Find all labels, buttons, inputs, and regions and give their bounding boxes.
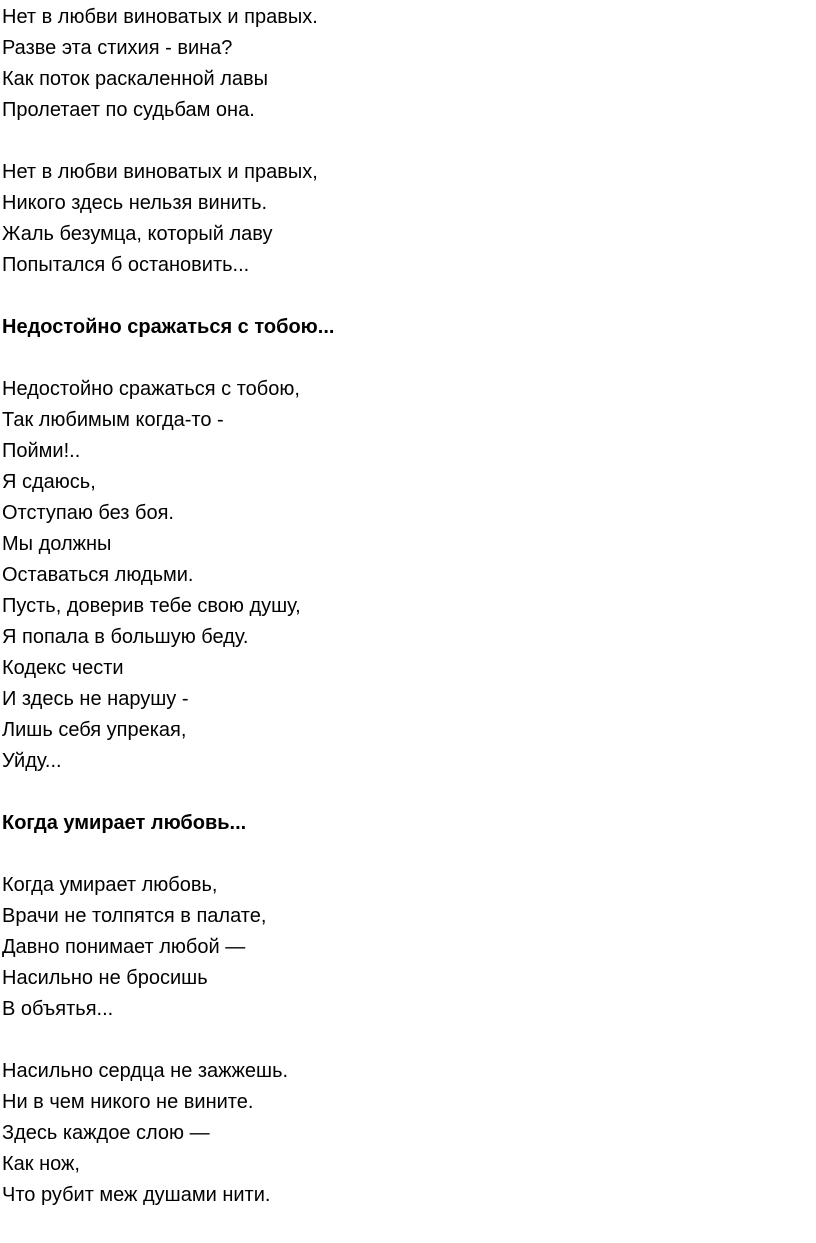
poem-line: Врачи не толпятся в палате, [2, 905, 267, 927]
poem-line: Когда умирает любовь, [2, 874, 218, 896]
poem-line: Нет в любви виноватых и правых. [2, 6, 318, 28]
poem-line: Оставаться людьми. [2, 564, 194, 586]
poem-line: Жаль безумца, который лаву [2, 223, 273, 245]
poem-line: Я попала в большую беду. [2, 626, 249, 648]
poem-2-title: Недостойно сражаться с тобою... [2, 316, 335, 338]
poem-line: Недостойно сражаться с тобою, [2, 378, 300, 400]
section-break [2, 777, 816, 808]
section-break [2, 281, 816, 312]
poem-line: Разве эта стихия - вина? [2, 37, 233, 59]
poem-2-body [2, 374, 816, 777]
poem-line: Лишь себя упрекая, [2, 719, 187, 741]
poem-line: Так любимым когда-то - [2, 409, 224, 431]
poem-line: В объятья... [2, 998, 114, 1020]
poem-line: Пролетает по судьбам она. [2, 99, 255, 121]
poem-line: Насильно не бросишь [2, 967, 208, 989]
poem-3 [2, 808, 816, 1211]
poem-3-stanza-2 [2, 1056, 816, 1211]
stanza-break [2, 126, 816, 157]
poem-3-stanza-1 [2, 870, 816, 1025]
poem-line: Давно понимает любой — [2, 936, 246, 958]
poem-line: Здесь каждое слою — [2, 1122, 210, 1144]
stanza-break [2, 1025, 816, 1056]
poem-line: Кодекс чести [2, 657, 124, 679]
poem-line: Уйду... [2, 750, 62, 772]
poem-line: Отступаю без боя. [2, 502, 174, 524]
poem-1-stanza-2 [2, 157, 816, 281]
poem-line: Насильно сердца не зажжешь. [2, 1060, 289, 1082]
title-break [2, 839, 816, 870]
poem-line: Пойми!.. [2, 440, 81, 462]
poem-1-stanza-1 [2, 2, 816, 126]
poem-1 [2, 2, 816, 281]
poem-line: Как поток раскаленной лавы [2, 68, 269, 90]
poem-line: Мы должны [2, 533, 112, 555]
poem-line: Что рубит меж душами нити. [2, 1184, 271, 1206]
poem-line: Попытался б остановить... [2, 254, 250, 276]
poem-line: Я сдаюсь, [2, 471, 96, 493]
poem-3-title: Когда умирает любовь... [2, 812, 247, 834]
poem-line: Как нож, [2, 1153, 80, 1175]
poem-line: И здесь не нарушу - [2, 688, 189, 710]
poem-2 [2, 312, 816, 777]
poem-line: Нет в любви виноватых и правых, [2, 161, 318, 183]
poem-line: Пусть, доверив тебе свою душу, [2, 595, 301, 617]
poem-line: Ни в чем никого не вините. [2, 1091, 254, 1113]
poem-line: Никого здесь нельзя винить. [2, 192, 268, 214]
title-break [2, 343, 816, 374]
